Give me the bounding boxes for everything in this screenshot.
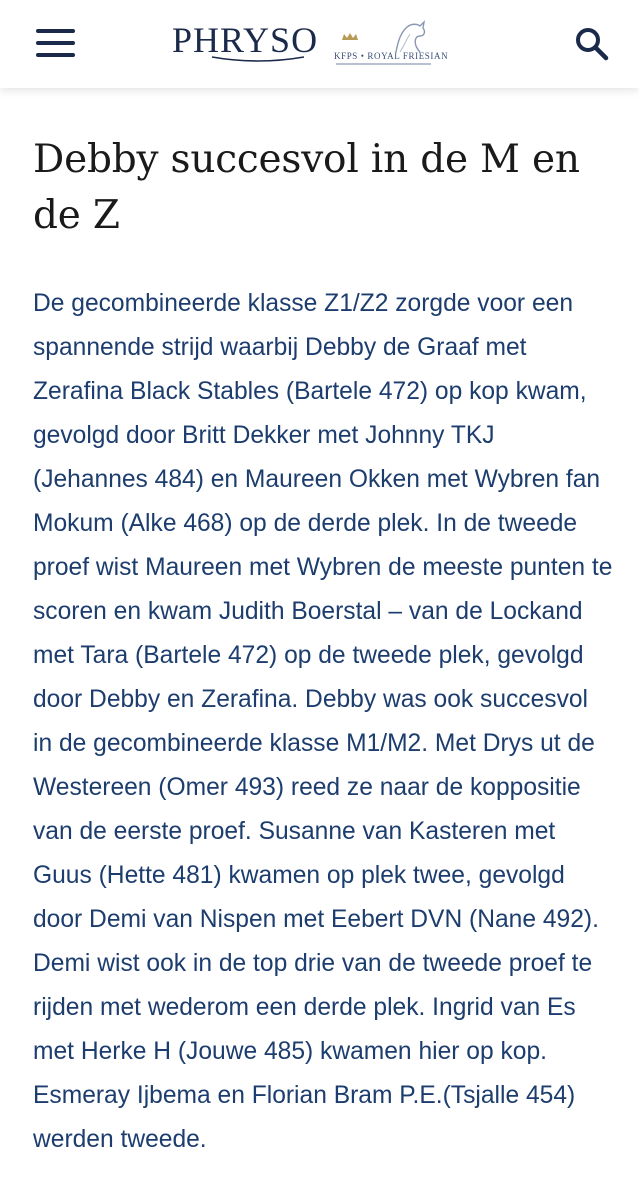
article xyxy=(33,132,613,1162)
hamburger-menu-icon[interactable] xyxy=(36,28,76,58)
search-icon[interactable] xyxy=(574,26,610,62)
logo-swoosh-icon xyxy=(210,54,306,64)
kfps-logo-text: KFPS • ROYAL FRIESIAN xyxy=(334,51,449,61)
kfps-royal-friesian-logo[interactable] xyxy=(334,20,468,70)
horse-head-icon xyxy=(334,20,468,54)
site-header xyxy=(0,0,639,88)
logo-divider xyxy=(336,63,431,65)
phryso-logo-text: PHRYSO xyxy=(172,20,319,60)
article-title: Debby succesvol in de M en de Z xyxy=(33,137,580,238)
article-body: De gecombineerde klasse Z1/Z2 zorgde voor een spannende strijd waarbij Debby de Graaf met Zerafina Black Stables (Bartele 472) op kop kwam, gevolgd door Britt Dekker met Johnny TKJ (Jehannes 484) en Maureen Okken met Wybren fan Mokum (Alke 468) op de derde plek. In de tweede proef wist Maureen met Wybren de meeste punten te scoren en kwam Judith Boerstal – van de Lockand met Tara (Bartele 472) op de tweede plek, gevolgd door Debby en Zerafina. Debby was ook succesvol in de gecombineerde klasse M1/M2. Met Drys ut de Westereen (Omer 493) reed ze naar de koppositie van de eerste proef. Susanne van Kasteren met Guus (Hette 481) kwamen op plek twee, gevolgd door Demi van Nispen met Eebert DVN (Nane 492). Demi wist ook in de top drie van de tweede proef te rijden met wederom een derde plek. Ingrid van Es met Herke H (Jouwe 485) kwamen hier op kop. Esmeray Ijbema en Florian Bram P.E.(Tsjalle 454) werden tweede. xyxy=(33,290,613,1153)
phryso-logo[interactable] xyxy=(172,20,318,60)
